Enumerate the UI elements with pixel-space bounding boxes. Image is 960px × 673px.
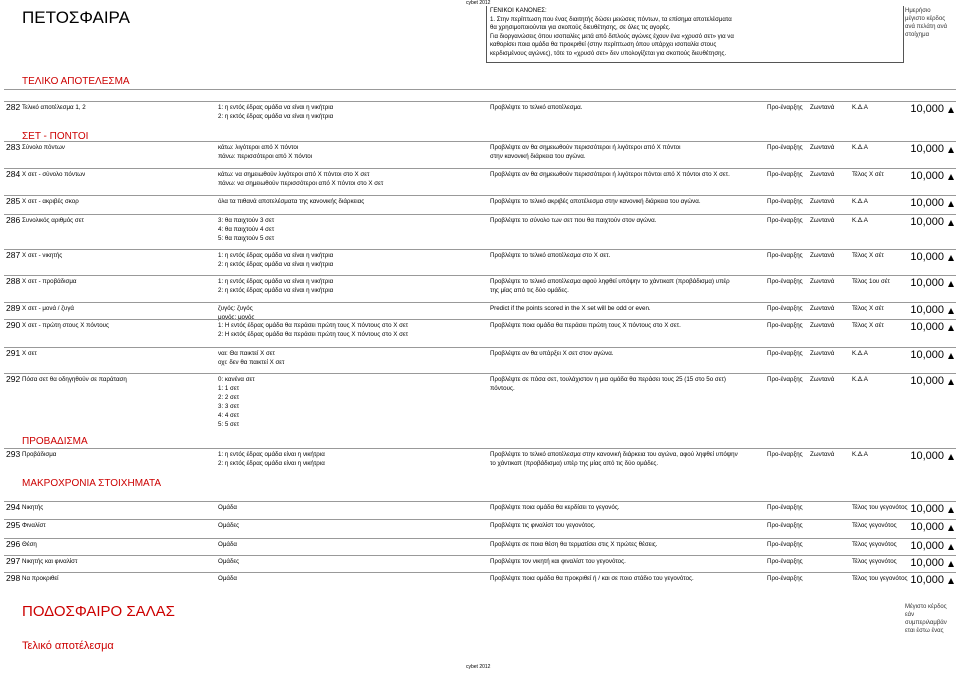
market-description: Προβλέψτε ποια ομάδα θα προκριθεί ή / και σε ποιο στάδιο του γεγονότος. bbox=[490, 575, 694, 582]
pre-match-label: Προ-έναρξης bbox=[767, 522, 803, 529]
row-divider bbox=[4, 347, 956, 348]
market-option: όλα τα πιθανά αποτελέσματα της κανονικής διάρκειας bbox=[218, 198, 365, 205]
row-divider bbox=[4, 555, 956, 556]
max-odds-value: 10,000 bbox=[910, 143, 944, 155]
market-name: Προβάδισμα bbox=[22, 451, 57, 458]
rules-line: θα χρησιμοποιούνται για σκοπούς διευθέτησης, σε όλες τις αγορές. bbox=[490, 24, 671, 32]
pre-match-label: Προ-έναρξης bbox=[767, 558, 803, 565]
market-id: 286 bbox=[6, 215, 21, 225]
live-label: Ζωντανά bbox=[810, 322, 835, 329]
footer-label: cybet 2012 bbox=[466, 664, 491, 670]
live-label: Ζωντανά bbox=[810, 217, 835, 224]
general-rules bbox=[490, 7, 734, 59]
live-label: Ζωντανά bbox=[810, 144, 835, 151]
dropdown-marker-icon bbox=[948, 578, 954, 584]
pre-match-label: Προ-έναρξης bbox=[767, 322, 803, 329]
pre-match-label: Προ-έναρξης bbox=[767, 104, 803, 111]
market-description: στην κανονική διάρκεια του αγώνα. bbox=[490, 153, 586, 160]
rules-line: Για διοργανώσεις όπου ισοπαλίες μετά από διπλούς αγώνες έχουν ένα «χρυσό σετ» για να bbox=[490, 32, 734, 40]
market-option: 1: 1 σετ bbox=[218, 385, 240, 392]
pre-match-label: Προ-έναρξης bbox=[767, 451, 803, 458]
row-divider bbox=[4, 101, 956, 102]
market-description: Προβλέψτε το τελικό αποτέλεσμα στην κανονική διάρκεια του αγώνα, αφού ληφθεί υπόψην bbox=[490, 451, 738, 458]
market-name: Νικητής και φιναλίστ bbox=[22, 558, 78, 565]
note-line: Ημερήσιο bbox=[905, 8, 931, 14]
settlement-label: Τέλος του γεγονότος bbox=[852, 575, 908, 582]
market-option: κάτω: λιγότεροι από Χ πόντοι bbox=[218, 144, 299, 151]
market-id: 294 bbox=[6, 502, 21, 512]
max-odds-value: 10,000 bbox=[910, 521, 944, 533]
row-divider bbox=[4, 275, 956, 276]
market-option: 3: θα παιχτούν 3 σετ bbox=[218, 217, 275, 224]
section-handicap: ΠΡΟΒΑΔΙΣΜΑ bbox=[22, 436, 88, 447]
market-description: Προβλέψτε αν θα σημειωθούν περισσότεροι ή λιγότεροι πόντοι από Χ πόντοι στο Χ σετ. bbox=[490, 171, 730, 178]
max-odds-value: 10,000 bbox=[910, 450, 944, 462]
market-option: 5: θα παιχτούν 5 σετ bbox=[218, 235, 275, 242]
market-description: Predict if the points scored in the X set will be odd or even. bbox=[490, 305, 651, 312]
max-odds-value: 10,000 bbox=[910, 574, 944, 586]
live-label: Ζωντανά bbox=[810, 278, 835, 285]
max-win-note bbox=[905, 603, 947, 635]
market-name: Να προκριθεί bbox=[22, 575, 59, 582]
max-odds-value: 10,000 bbox=[910, 251, 944, 263]
dropdown-marker-icon bbox=[948, 201, 954, 207]
max-odds-value: 10,000 bbox=[910, 216, 944, 228]
settlement-label: Κ.Δ.Α bbox=[852, 451, 868, 458]
market-option: 3: 3 σετ bbox=[218, 403, 240, 410]
dropdown-marker-icon bbox=[948, 379, 954, 385]
market-option: Ομάδα bbox=[218, 575, 237, 582]
max-odds-value: 10,000 bbox=[910, 540, 944, 552]
market-option: πάνω: να σημειωθούν περισσότεροι από Χ πόντοι στο Χ σετ bbox=[218, 180, 384, 187]
pre-match-label: Προ-έναρξης bbox=[767, 350, 803, 357]
market-option: ναι: Θα παικτεί Χ σετ bbox=[218, 350, 275, 357]
market-id: 290 bbox=[6, 320, 21, 330]
market-option: 1: η εντός έδρας ομάδα να είναι η νικήτρια bbox=[218, 278, 334, 285]
row-divider bbox=[4, 538, 956, 539]
settlement-label: Τέλος γεγονότος bbox=[852, 541, 897, 548]
live-label: Ζωντανά bbox=[810, 252, 835, 259]
max-odds-value: 10,000 bbox=[910, 321, 944, 333]
market-option: 2: η εκτός έδρας ομάδα είναι η νικήτρια bbox=[218, 460, 325, 467]
market-description: το χάντικαπ (προβάδισμα) υπέρ της μίας από τις δύο ομάδες. bbox=[490, 460, 659, 467]
row-divider bbox=[4, 448, 956, 449]
market-description: Προβλέψτε τον νικητή και φιναλίστ του γεγονότος. bbox=[490, 558, 626, 565]
live-label: Ζωντανά bbox=[810, 104, 835, 111]
row-divider bbox=[4, 501, 956, 502]
market-name: Χ σετ - πρώτη στους Χ πόντους bbox=[22, 322, 110, 329]
market-description: Προβλέψτε σε πόσα σετ, τουλάχιστον η μια ομάδα θα περάσει τους 25 (15 στο 5ο σετ) bbox=[490, 376, 726, 383]
live-label: Ζωντανά bbox=[810, 171, 835, 178]
pre-match-label: Προ-έναρξης bbox=[767, 144, 803, 151]
dropdown-marker-icon bbox=[948, 255, 954, 261]
pre-match-label: Προ-έναρξης bbox=[767, 198, 803, 205]
rules-line: ΓΕΝΙΚΟΙ ΚΑΝΟΝΕΣ: bbox=[490, 7, 547, 14]
live-label: Ζωντανά bbox=[810, 451, 835, 458]
market-name: Πόσα σετ θα οδηγηθούν σε παράταση bbox=[22, 376, 127, 383]
market-option: 2: Η εκτός έδρας ομάδα θα περάσει πρώτη τους Χ πόντους στο Χ σετ bbox=[218, 331, 409, 338]
settlement-label: Κ.Δ.Α bbox=[852, 144, 868, 151]
top-label: cybet 2012 bbox=[466, 0, 491, 6]
settlement-label: Κ.Δ.Α bbox=[852, 217, 868, 224]
settlement-label: Κ.Δ.Α bbox=[852, 104, 868, 111]
row-divider bbox=[4, 214, 956, 215]
note-line: εάν bbox=[905, 612, 915, 618]
market-name: Θέση bbox=[22, 541, 37, 548]
market-name: Χ σετ - ακριβές σκορ bbox=[22, 198, 79, 205]
dropdown-marker-icon bbox=[948, 107, 954, 113]
max-odds-value: 10,000 bbox=[910, 557, 944, 569]
market-name: Χ σετ - νικητής bbox=[22, 252, 63, 259]
market-option: πάνω: περισσότεροι από Χ πόντοι bbox=[218, 153, 313, 160]
dropdown-marker-icon bbox=[948, 544, 954, 550]
section-final-result: ΤΕΛΙΚΟ ΑΠΟΤΕΛΕΣΜΑ bbox=[22, 76, 130, 87]
dropdown-marker-icon bbox=[948, 281, 954, 287]
market-option: οχι: δεν θα παικτεί Χ σετ bbox=[218, 359, 285, 366]
max-odds-value: 10,000 bbox=[910, 277, 944, 289]
settlement-label: Κ.Δ.Α bbox=[852, 198, 868, 205]
settlement-label: Τέλος 1ου σέτ bbox=[852, 278, 891, 285]
note-line: στοίχημα bbox=[905, 32, 930, 38]
pre-match-label: Προ-έναρξης bbox=[767, 217, 803, 224]
live-label: Ζωντανά bbox=[810, 376, 835, 383]
dropdown-marker-icon bbox=[948, 561, 954, 567]
market-option: 2: η εκτός έδρας ομάδα να είναι η νικήτρια bbox=[218, 261, 334, 268]
market-name: Χ σετ - προβάδισμα bbox=[22, 278, 77, 285]
settlement-label: Τέλος Χ σέτ bbox=[852, 252, 884, 259]
market-option: 1: η εντός έδρας ομάδα να είναι η νικήτρια bbox=[218, 104, 334, 111]
market-option: 2: η εκτός έδρας ομάδα να είναι η νικήτρια bbox=[218, 287, 334, 294]
pre-match-label: Προ-έναρξης bbox=[767, 504, 803, 511]
live-label: Ζωντανά bbox=[810, 305, 835, 312]
market-name: Νικητής bbox=[22, 504, 44, 511]
dropdown-marker-icon bbox=[948, 507, 954, 513]
live-label: Ζωντανά bbox=[810, 198, 835, 205]
market-option: Ομάδα bbox=[218, 541, 237, 548]
pre-match-label: Προ-έναρξης bbox=[767, 541, 803, 548]
row-divider bbox=[4, 249, 956, 250]
settlement-label: Τέλος Χ σέτ bbox=[852, 305, 884, 312]
market-id: 289 bbox=[6, 303, 21, 313]
section-sets-points: ΣΕΤ - ΠΟΝΤΟΙ bbox=[22, 131, 89, 142]
market-description: Προβλέψτε σε ποια θέση θα τερματίσει στις Χ πρώτες θέσεις. bbox=[490, 541, 658, 548]
market-description: Προβλέψτε το τελικό αποτέλεσμα. bbox=[490, 104, 583, 111]
market-option: μονός: μονός bbox=[218, 314, 255, 321]
market-description: της μίας από τις δύο ομάδες. bbox=[490, 287, 569, 294]
market-description: Προβλέψτε αν θα υπάρξει Χ σετ στον αγώνα. bbox=[490, 350, 614, 357]
market-option: 1: η εντός έδρας ομάδα είναι η νικήτρια bbox=[218, 451, 325, 458]
market-id: 285 bbox=[6, 196, 21, 206]
pre-match-label: Προ-έναρξης bbox=[767, 575, 803, 582]
note-line: Μέγιστο κέρδος bbox=[905, 604, 947, 610]
dropdown-marker-icon bbox=[948, 220, 954, 226]
market-option: 0: κανένα σετ bbox=[218, 376, 255, 383]
market-option: Ομάδες bbox=[218, 558, 240, 565]
section-long-term: ΜΑΚΡΟΧΡΟΝΙΑ ΣΤΟΙΧΗΜΑΤΑ bbox=[22, 478, 161, 489]
row-divider bbox=[4, 373, 956, 374]
market-name: Χ σετ - σύνολο πόντων bbox=[22, 171, 86, 178]
pre-match-label: Προ-έναρξης bbox=[767, 171, 803, 178]
max-odds-value: 10,000 bbox=[910, 197, 944, 209]
dropdown-marker-icon bbox=[948, 325, 954, 331]
market-name: Φιναλίστ bbox=[22, 522, 46, 529]
market-name: Σύνολο πόντων bbox=[22, 144, 65, 151]
market-description: Προβλέψτε το τελικό αποτέλεσμα αφού ληφθεί υπόψην το χάντικαπ (προβάδισμα) υπέρ bbox=[490, 278, 730, 285]
market-option: Ομάδα bbox=[218, 504, 237, 511]
divider bbox=[4, 89, 956, 90]
market-name: Χ σετ bbox=[22, 350, 37, 357]
market-id: 293 bbox=[6, 449, 21, 459]
settlement-label: Τέλος Χ σέτ bbox=[852, 322, 884, 329]
market-option: Ομάδες bbox=[218, 522, 240, 529]
market-description: Προβλέψτε το τελικό αποτέλεσμα στο Χ σετ. bbox=[490, 252, 611, 259]
rules-line: 1. Στην περίπτωση που ένας διαιτητής δώσει μειώσεις πόντων, τα επίσημα αποτελέσματα bbox=[490, 15, 732, 23]
market-id: 283 bbox=[6, 142, 21, 152]
row-divider bbox=[4, 302, 956, 303]
settlement-label: Κ.Δ.Α bbox=[852, 350, 868, 357]
dropdown-marker-icon bbox=[948, 147, 954, 153]
row-divider bbox=[4, 195, 956, 196]
settlement-label: Τέλος γεγονότος bbox=[852, 522, 897, 529]
note-line: μέγιστο κέρδος bbox=[905, 16, 946, 22]
max-odds-value: 10,000 bbox=[910, 170, 944, 182]
market-id: 295 bbox=[6, 520, 21, 530]
pre-match-label: Προ-έναρξης bbox=[767, 305, 803, 312]
page-title: ΠΕΤΟΣΦΑΙΡΑ bbox=[22, 8, 130, 27]
market-option: ζυγός: ζυγός bbox=[218, 305, 253, 312]
market-option: 4: θα παιχτούν 4 σετ bbox=[218, 226, 275, 233]
max-odds-value: 10,000 bbox=[910, 375, 944, 387]
market-option: 1: η εντός έδρας ομάδα να είναι η νικήτρια bbox=[218, 252, 334, 259]
market-description: Προβλέψτε αν θα σημειωθούν περισσότεροι ή λιγότεροι από Χ πόντοι bbox=[490, 144, 681, 151]
market-description: Προβλέψτε ποια ομάδα θα κερδίσει το γεγονός. bbox=[490, 504, 620, 511]
dropdown-marker-icon bbox=[948, 454, 954, 460]
pre-match-label: Προ-έναρξης bbox=[767, 376, 803, 383]
max-odds-value: 10,000 bbox=[910, 304, 944, 316]
row-divider bbox=[4, 319, 956, 320]
market-option: 4: 4 σετ bbox=[218, 412, 240, 419]
market-option: 2: η εκτός έδρας ομάδα να είναι η νικήτρια bbox=[218, 113, 334, 120]
pre-match-label: Προ-έναρξης bbox=[767, 278, 803, 285]
market-id: 288 bbox=[6, 276, 21, 286]
market-description: Προβλέψτε τις φιναλίστ του γεγονότος. bbox=[490, 522, 596, 529]
row-divider bbox=[4, 572, 956, 573]
market-id: 284 bbox=[6, 169, 21, 179]
rules-line: καθορίσει ποια ομάδα θα προκριθεί (στην περίπτωση όπου υπάρχει ισοπαλία στους bbox=[490, 41, 717, 49]
market-name: Χ σετ - μονά / ζυγά bbox=[22, 305, 74, 312]
row-divider bbox=[4, 168, 956, 169]
market-description: πόντους. bbox=[490, 385, 515, 392]
note-line: ανά πελάτη ανά bbox=[905, 24, 948, 30]
note-line: συμπεριλαμβάν bbox=[905, 620, 947, 626]
settlement-label: Κ.Δ.Α bbox=[852, 376, 868, 383]
settlement-label: Τέλος Χ σέτ bbox=[852, 171, 884, 178]
market-option: 2: 2 σετ bbox=[218, 394, 240, 401]
market-id: 287 bbox=[6, 250, 21, 260]
max-odds-value: 10,000 bbox=[910, 503, 944, 515]
market-name: Τελικό αποτέλεσμα 1, 2 bbox=[22, 104, 86, 111]
futsal-title: ΠΟΔΟΣΦΑΙΡΟ ΣΑΛΑΣ bbox=[22, 603, 175, 620]
market-id: 296 bbox=[6, 539, 21, 549]
market-description: Προβλέψτε το σύνολο των σετ που θα παιχτούν στον αγώνα. bbox=[490, 217, 657, 224]
settlement-label: Τέλος του γεγονότος bbox=[852, 504, 908, 511]
daily-max-note bbox=[905, 7, 947, 39]
market-option: 5: 5 σετ bbox=[218, 421, 240, 428]
market-description: Προβλέψτε ποια ομάδα θα περάσει πρώτη τους Χ πόντους στο Χ σετ. bbox=[490, 322, 681, 329]
market-id: 282 bbox=[6, 102, 21, 112]
settlement-label: Τέλος γεγονότος bbox=[852, 558, 897, 565]
market-id: 291 bbox=[6, 348, 21, 358]
live-label: Ζωντανά bbox=[810, 350, 835, 357]
max-odds-value: 10,000 bbox=[910, 349, 944, 361]
row-divider bbox=[4, 519, 956, 520]
note-line: εται έστω ένας bbox=[905, 628, 944, 634]
market-name: Συνολικός αριθμός σετ bbox=[22, 217, 84, 224]
row-divider bbox=[4, 141, 956, 142]
rules-line: κερδισμένους αγώνες), τότε το «χρυσό σετ» δεν υπολογίζεται για σκοπούς διευθέτησης. bbox=[490, 49, 727, 57]
dropdown-marker-icon bbox=[948, 525, 954, 531]
market-id: 292 bbox=[6, 374, 21, 384]
market-option: 1: Η εντός έδρας ομάδα θα περάσει πρώτη τους Χ πόντους στο Χ σετ bbox=[218, 322, 409, 329]
max-odds-value: 10,000 bbox=[910, 103, 944, 115]
futsal-subtitle: Τελικό αποτέλεσμα bbox=[22, 640, 114, 652]
market-description: Προβλέψτε το τελικό ακριβές αποτέλεσμα στην κανονική διάρκεια του αγώνα. bbox=[490, 198, 701, 205]
market-option: κάτω: να σημειωθούν λιγότεροι από Χ πόντοι στο Χ σετ bbox=[218, 171, 370, 178]
dropdown-marker-icon bbox=[948, 174, 954, 180]
pre-match-label: Προ-έναρξης bbox=[767, 252, 803, 259]
market-id: 297 bbox=[6, 556, 21, 566]
dropdown-marker-icon bbox=[948, 353, 954, 359]
dropdown-marker-icon bbox=[948, 308, 954, 314]
market-id: 298 bbox=[6, 573, 21, 583]
